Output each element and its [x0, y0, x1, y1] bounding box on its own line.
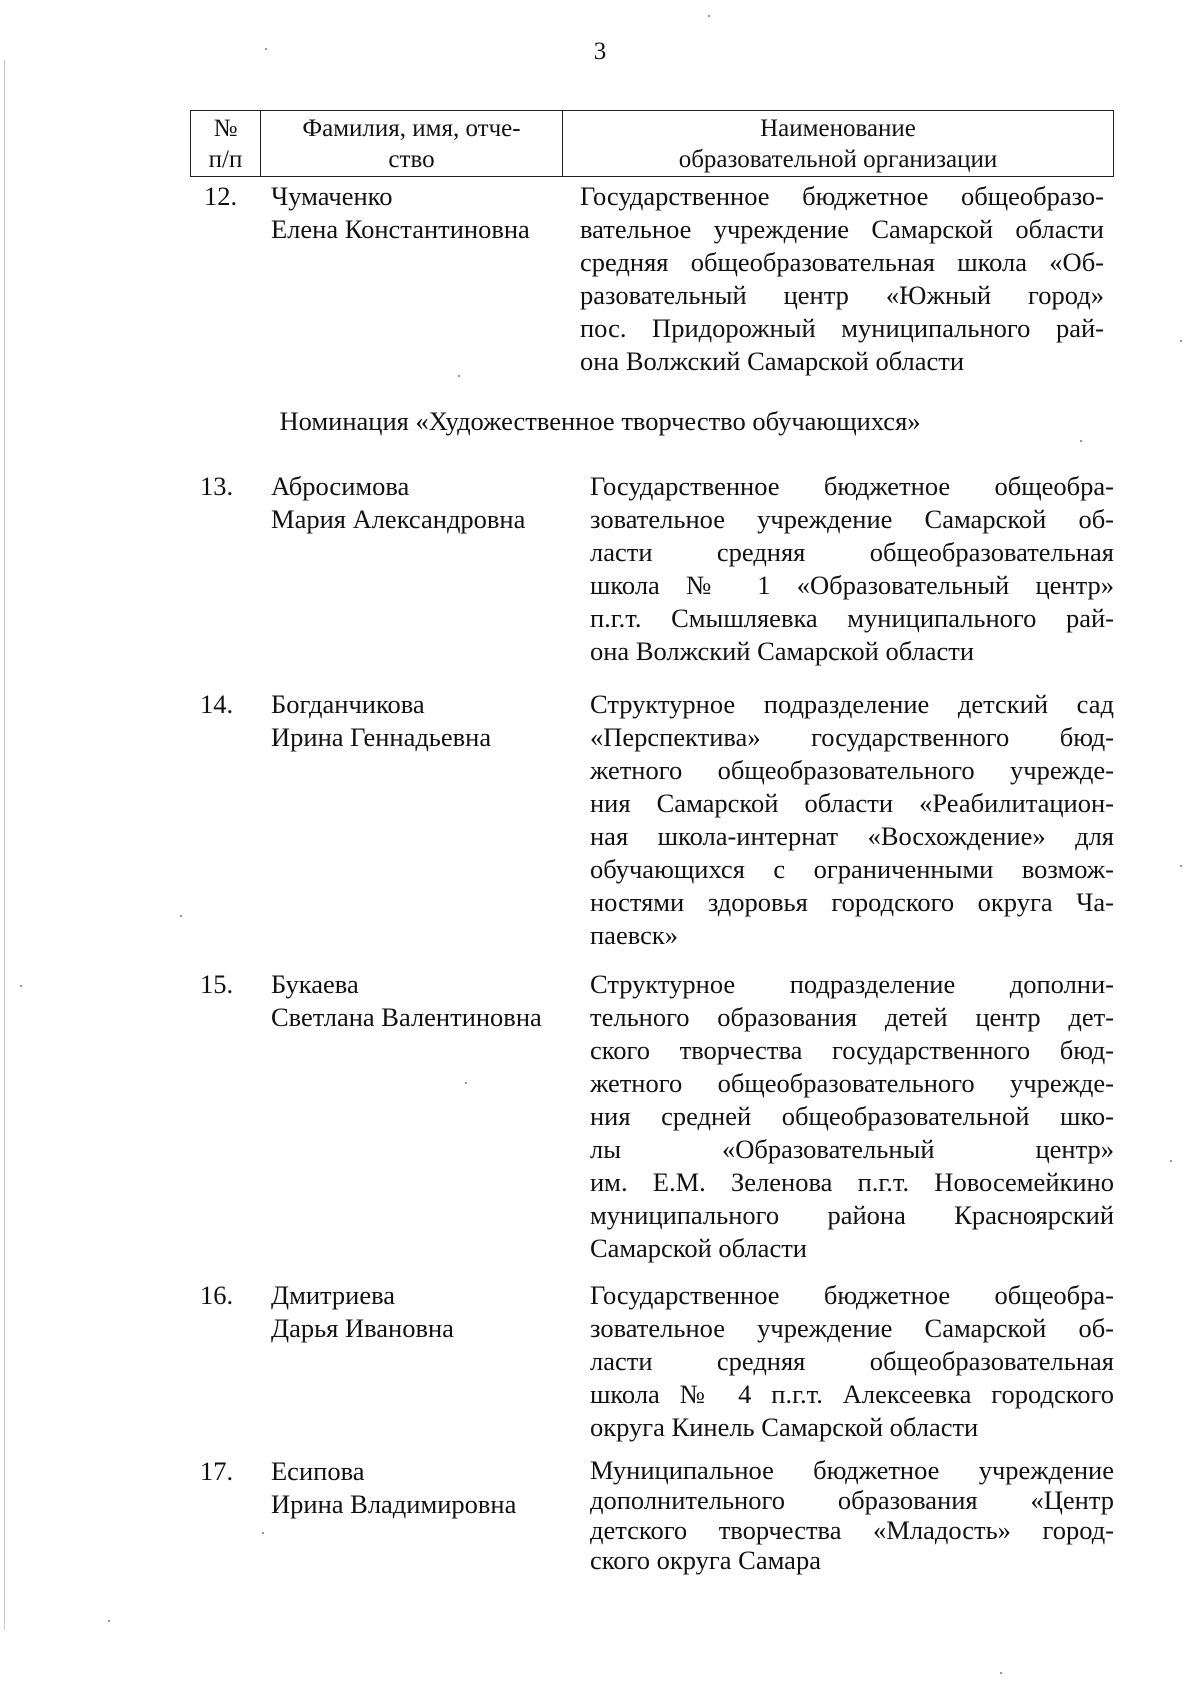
header-name-column [261, 111, 563, 176]
entry-number: 13. [200, 471, 234, 501]
header-number-line2: п/п [208, 146, 243, 173]
entry-given-names: Дарья Ивановна [271, 1313, 454, 1343]
entry-organization [590, 1279, 1114, 1444]
org-line: ностями здоровья городского округа Ча- [590, 887, 1114, 917]
scan-speck [262, 1532, 264, 1534]
scan-speck [1000, 1672, 1002, 1674]
entry-organization [590, 1455, 1114, 1575]
org-line: Государственное бюджетное общеобра- [590, 471, 1114, 501]
entry-given-names: Мария Александровна [271, 504, 526, 534]
entry-person [271, 1455, 576, 1521]
org-line: ная школа-интернат «Восхождение» для [590, 821, 1114, 851]
entry-surname: Чумаченко [271, 181, 393, 211]
org-line: Структурное подразделение детский сад [590, 689, 1114, 719]
entry-number: 12. [204, 181, 238, 211]
org-line: она Волжский Самарской области [580, 346, 965, 376]
org-line: Структурное подразделение дополни- [590, 969, 1114, 999]
org-line: она Волжский Самарской области [590, 636, 975, 666]
org-line: муниципального района Красноярский [590, 1200, 1114, 1230]
page-number: 3 [593, 38, 607, 65]
org-line: средняя общеобразовательная школа «Об- [580, 247, 1104, 277]
scan-speck [465, 1082, 467, 1084]
org-line: детского творчества «Младость» город- [590, 1515, 1114, 1545]
entry-organization [590, 688, 1114, 952]
scan-edge-line [4, 60, 5, 1630]
org-line: Государственное бюджетное общеобра- [590, 1280, 1114, 1310]
org-line: разовательный центр «Южный город» [580, 280, 1104, 310]
org-line: зовательное учреждение Самарской об- [590, 504, 1114, 534]
org-line: лы «Образовательный центр» [590, 1134, 1114, 1164]
entry-organization [580, 180, 1104, 378]
entry-person [271, 180, 576, 246]
entry-surname: Букаева [271, 969, 359, 999]
scan-speck [20, 985, 22, 987]
entry-given-names: Ирина Владимировна [271, 1489, 517, 1519]
scan-speck [1080, 440, 1082, 442]
table-header [190, 110, 1114, 177]
scan-speck [1170, 1160, 1172, 1162]
entry-person [271, 688, 576, 754]
entry-person [271, 470, 576, 536]
header-org-line2: образовательной организации [678, 146, 998, 173]
scan-speck [458, 375, 460, 377]
entry-surname: Есипова [271, 1456, 365, 1486]
entry-given-names: Елена Константиновна [271, 214, 530, 244]
entry-given-names: Ирина Геннадьевна [271, 722, 492, 752]
org-line: зовательное учреждение Самарской об- [590, 1313, 1114, 1343]
org-line: ласти средняя общеобразовательная [590, 1346, 1114, 1376]
scan-speck [1180, 865, 1182, 867]
header-number-line1: № [213, 115, 238, 142]
org-line: ния Самарской области «Реабилитацион- [590, 788, 1114, 818]
entry-organization [590, 968, 1114, 1265]
org-line: «Перспектива» государственного бюд- [590, 722, 1114, 752]
scan-speck [108, 1620, 110, 1622]
entry-person [271, 1279, 576, 1345]
org-line: Муниципальное бюджетное учреждение [590, 1455, 1114, 1485]
entry-surname: Богданчикова [271, 689, 425, 719]
scan-speck [1180, 340, 1182, 342]
org-line: вательное учреждение Самарской области [580, 214, 1104, 244]
org-line: ского творчества государственного бюд- [590, 1035, 1114, 1065]
scan-speck [708, 15, 710, 17]
org-line: школа № 4 п.г.т. Алексеевка городского [590, 1379, 1114, 1409]
org-line: тельного образования детей центр дет- [590, 1002, 1114, 1032]
header-org-line1: Наименование [760, 115, 916, 142]
org-line: округа Кинель Самарской области [590, 1412, 979, 1442]
org-line: жетного общеобразовательного учрежде- [590, 755, 1114, 785]
org-line: Государственное бюджетное общеобразо- [580, 181, 1104, 211]
org-line: дополнительного образования «Центр [590, 1485, 1114, 1515]
org-line: им. Е.М. Зеленова п.г.т. Новосемейкино [590, 1167, 1114, 1197]
entry-number: 15. [200, 969, 234, 999]
header-organization-column [563, 111, 1113, 176]
org-line: обучающихся с ограниченными возмож- [590, 854, 1114, 884]
org-line: ния средней общеобразовательной шко- [590, 1101, 1114, 1131]
entry-surname: Абросимова [271, 471, 410, 501]
header-name-line2: ство [388, 146, 435, 173]
org-line: пос. Придорожный муниципального рай- [580, 313, 1104, 343]
nomination-heading: Номинация «Художественное творчество обучающихся» [279, 406, 921, 436]
org-line: ласти средняя общеобразовательная [590, 537, 1114, 567]
org-line: п.г.т. Смышляевка муниципального рай- [590, 603, 1114, 633]
scan-speck [180, 915, 182, 917]
org-line: жетного общеобразовательного учрежде- [590, 1068, 1114, 1098]
org-line: ского округа Самара [590, 1545, 821, 1575]
entry-surname: Дмитриева [271, 1280, 396, 1310]
entry-person [271, 968, 576, 1034]
org-line: паевск» [590, 920, 678, 950]
entry-given-names: Светлана Валентиновна [271, 1002, 542, 1032]
scan-speck [265, 48, 267, 50]
entry-number: 14. [200, 689, 234, 719]
entry-organization [590, 470, 1114, 668]
org-line: школа № 1 «Образовательный центр» [590, 570, 1114, 600]
entry-number: 16. [200, 1280, 234, 1310]
entry-number: 17. [200, 1456, 234, 1486]
header-name-line1: Фамилия, имя, отче- [302, 115, 521, 142]
org-line: Самарской области [590, 1233, 807, 1263]
header-number-column [191, 111, 261, 176]
